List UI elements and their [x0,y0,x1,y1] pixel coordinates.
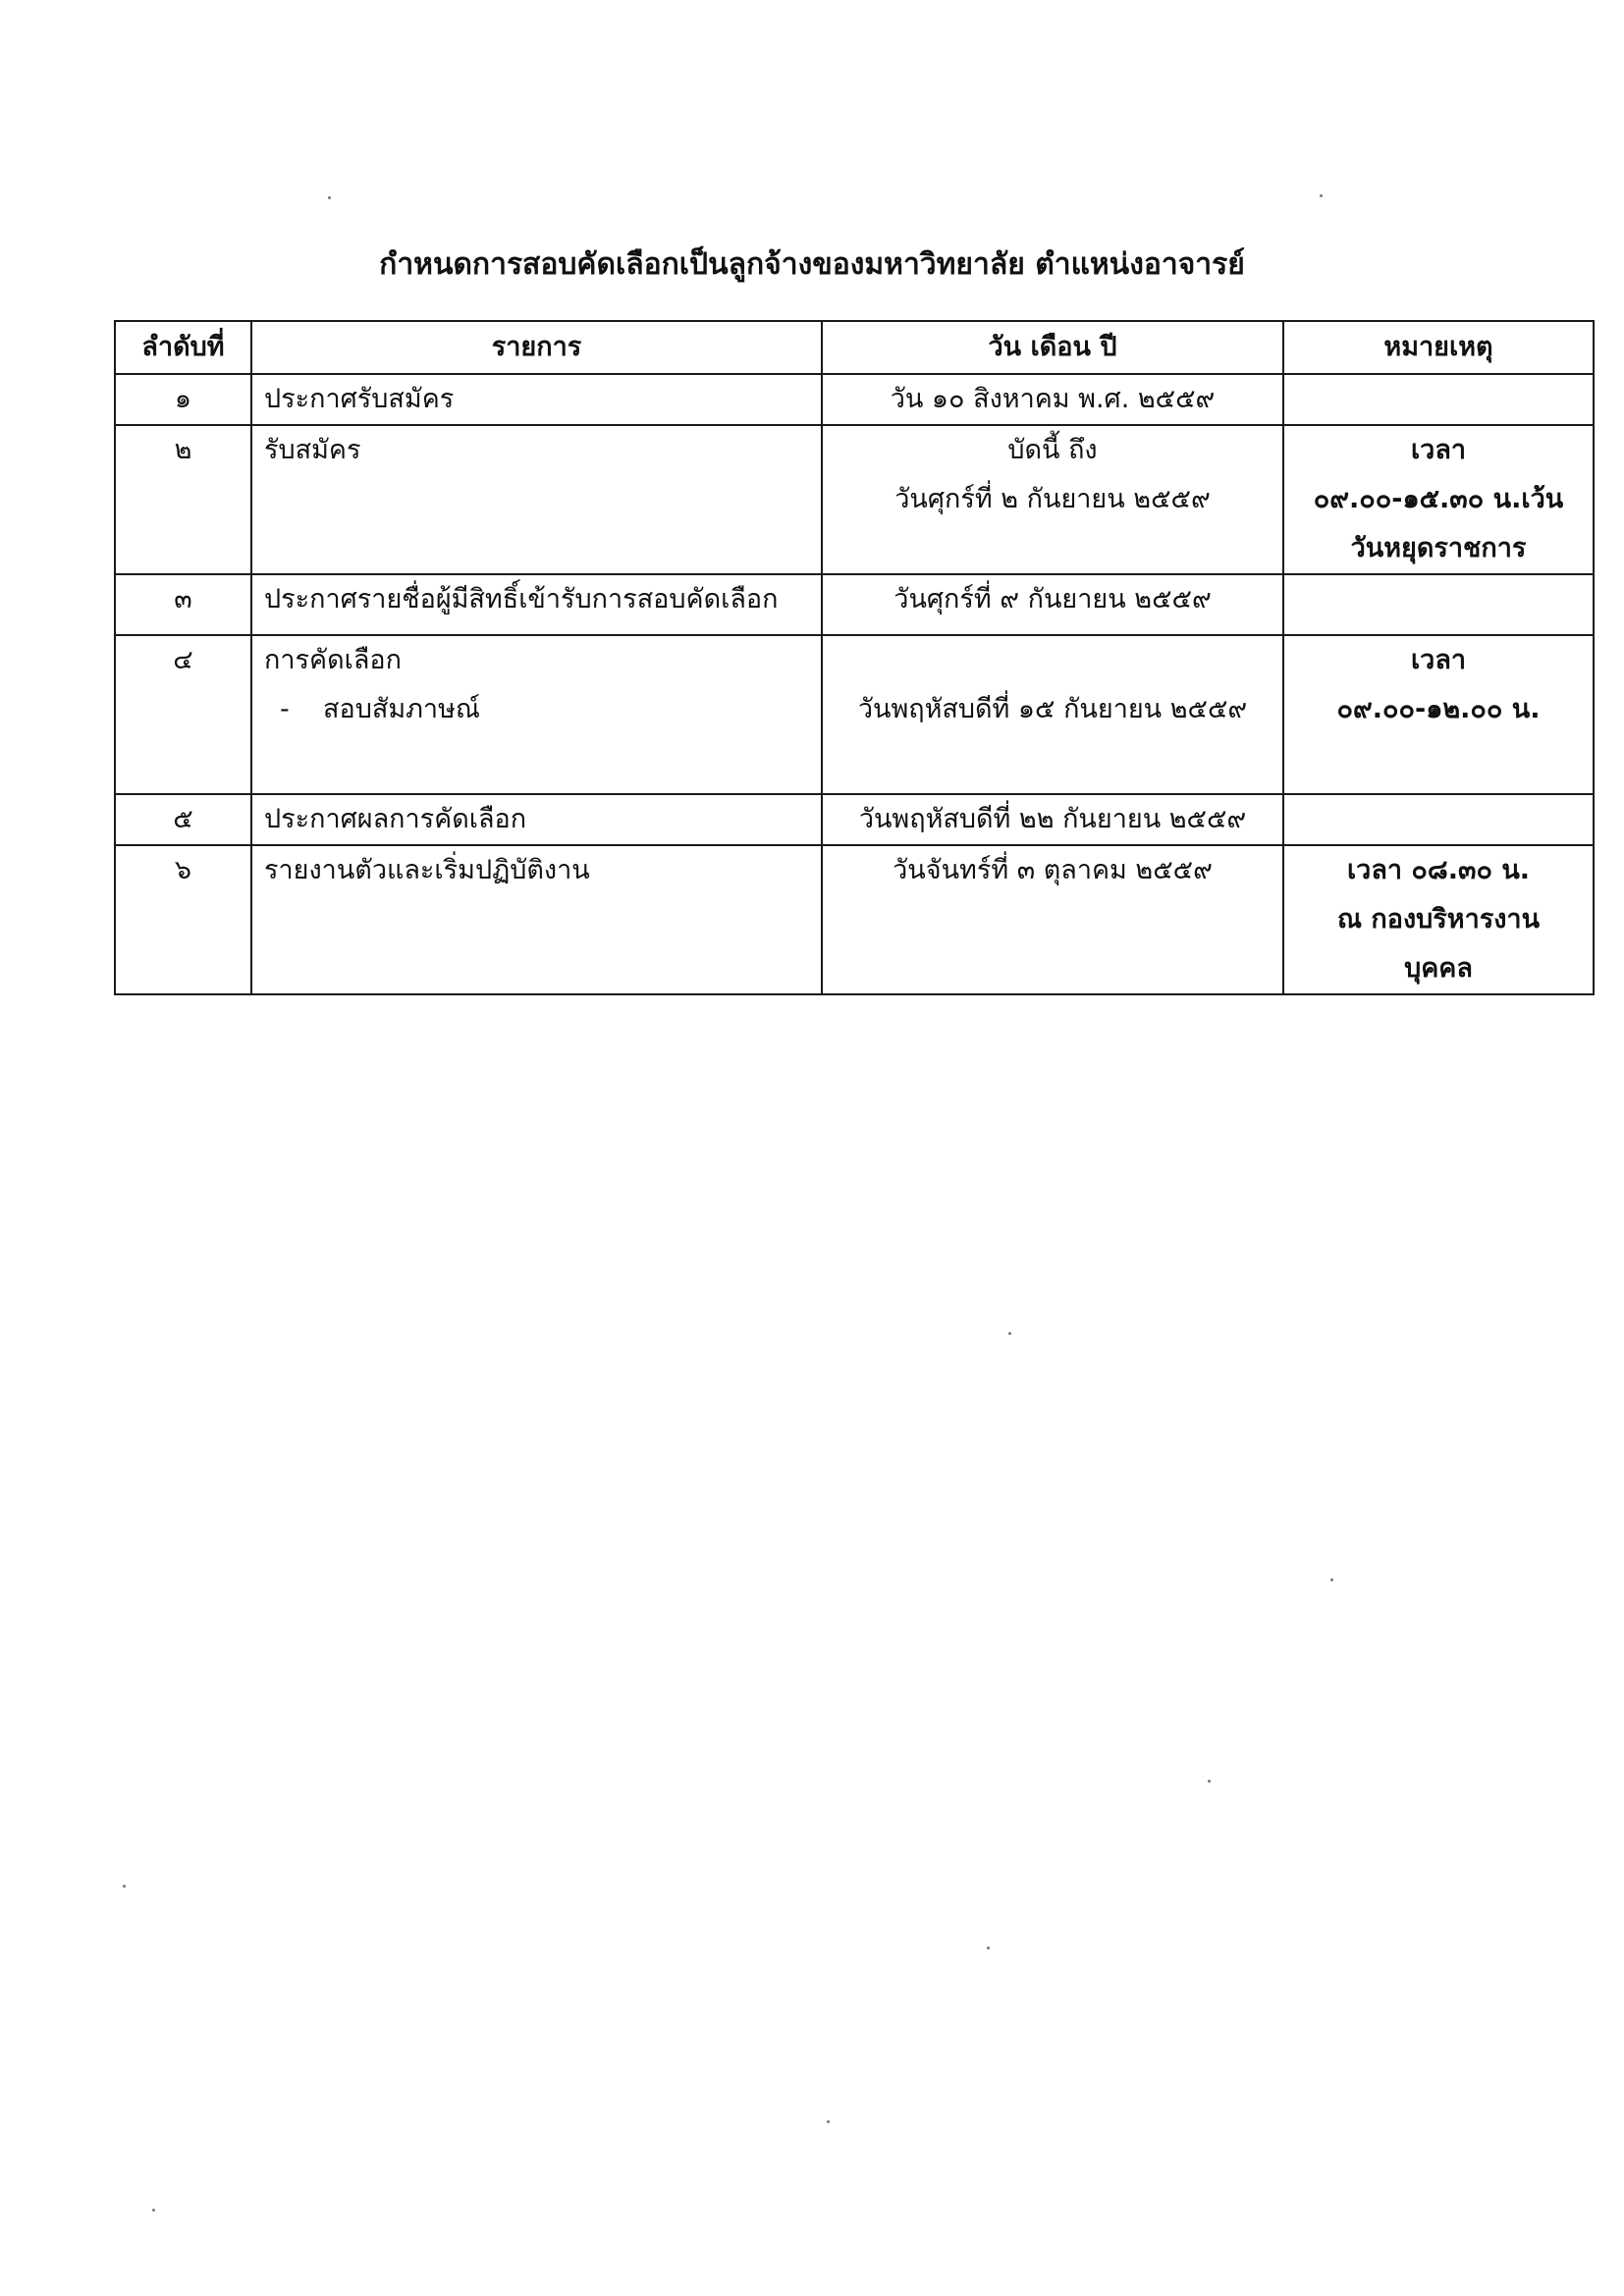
row-no: ๒ [115,425,251,574]
row-note [1283,845,1594,994]
table-row [115,794,1594,845]
row-note-line: ๐๙.๐๐-๑๒.๐๐ น. [1336,694,1541,724]
row-note [1283,635,1594,794]
header-no: ลำดับที่ [115,321,251,374]
row-note-line: บุคคล [1404,953,1473,984]
row-date-line: วันศุกร์ที่ ๒ กันยายน ๒๕๕๙ [894,484,1211,514]
row-note [1283,425,1594,574]
row-note-line: ๐๙.๐๐-๑๕.๓๐ น.เว้น [1313,484,1564,514]
row-no: ๓ [115,574,251,635]
row-note [1283,794,1594,845]
row-item [251,635,822,794]
row-note-line: วันหยุดราชการ [1350,533,1527,563]
row-no: ๔ [115,635,251,794]
row-date-line: บัดนี้ ถึง [1007,435,1098,465]
scan-speck [1208,1780,1211,1783]
scan-speck [152,2209,155,2212]
table-row [115,635,1594,794]
scan-speck [123,1885,126,1888]
row-no: ๑ [115,374,251,425]
scan-speck [1330,1578,1333,1581]
table-row [115,574,1594,635]
row-item: ประกาศรายชื่อผู้มีสิทธิ์เข้ารับการสอบคัดเลือก [251,574,822,635]
table-row [115,374,1594,425]
row-item-label: การคัดเลือก [264,645,402,675]
table-row [115,425,1594,574]
row-no: ๖ [115,845,251,994]
sub-item-dash: - [280,694,290,724]
row-note [1283,574,1594,635]
row-no: ๕ [115,794,251,845]
row-date-line: วันพฤหัสบดีที่ ๑๕ กันยายน ๒๕๕๙ [857,694,1248,724]
header-item: รายการ [251,321,822,374]
table-row [115,845,1594,994]
row-date [822,425,1283,574]
scan-speck [328,196,331,199]
scan-speck [827,2120,830,2123]
sub-item-label: สอบสัมภาษณ์ [323,694,480,724]
schedule-table [114,320,1595,995]
row-note-line: เวลา ๐๘.๓๐ น. [1346,855,1531,885]
row-note [1283,374,1594,425]
scan-speck [987,1947,990,1949]
table-header-row [115,321,1594,374]
row-item: ประกาศรับสมัคร [251,374,822,425]
scan-speck [1320,194,1323,197]
header-date: วัน เดือน ปี [822,321,1283,374]
row-date: วันศุกร์ที่ ๙ กันยายน ๒๕๕๙ [822,574,1283,635]
row-date: วันพฤหัสบดีที่ ๒๒ กันยายน ๒๕๕๙ [822,794,1283,845]
document-title: กำหนดการสอบคัดเลือกเป็นลูกจ้างของมหาวิทยาลัย ตำแหน่งอาจารย์ [379,247,1245,282]
row-date: วันจันทร์ที่ ๓ ตุลาคม ๒๕๕๙ [822,845,1283,994]
row-item: รายงานตัวและเริ่มปฏิบัติงาน [251,845,822,994]
row-item: รับสมัคร [251,425,822,574]
row-item: ประกาศผลการคัดเลือก [251,794,822,845]
row-note-line: เวลา [1410,645,1467,675]
row-note-line: เวลา [1410,435,1467,465]
row-date: วัน ๑๐ สิงหาคม พ.ศ. ๒๕๕๙ [822,374,1283,425]
row-date [822,635,1283,794]
row-sub-item [264,685,809,734]
scan-speck [1008,1332,1011,1335]
row-note-line: ณ กองบริหารงาน [1336,904,1541,934]
header-note: หมายเหตุ [1283,321,1594,374]
